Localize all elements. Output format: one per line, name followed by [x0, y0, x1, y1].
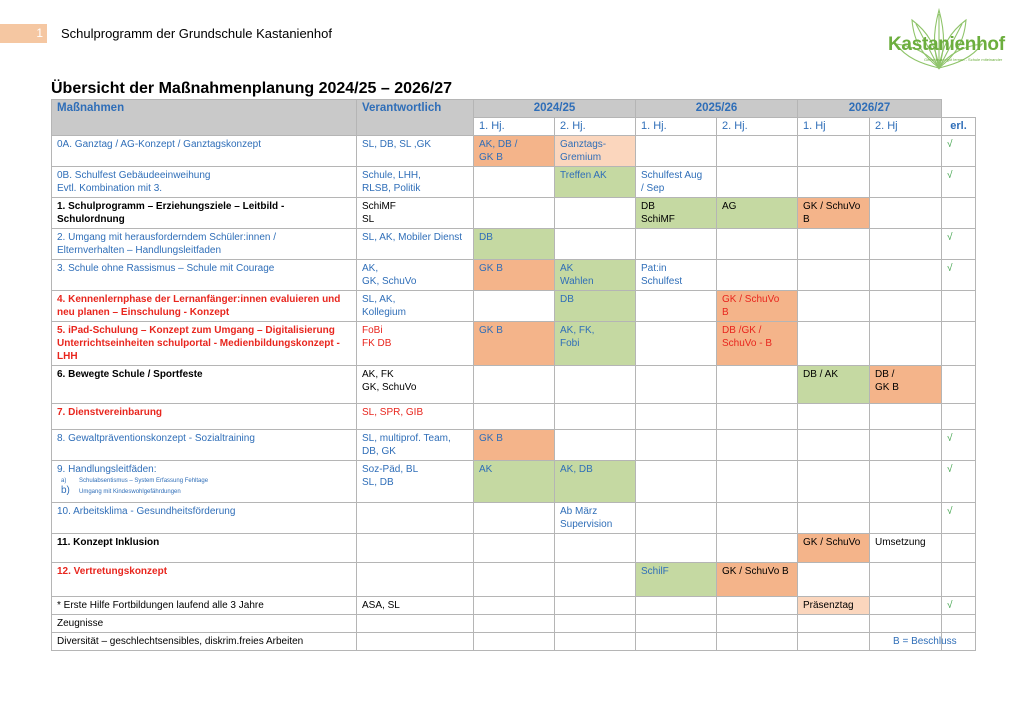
table-row — [52, 534, 976, 563]
measure-cell — [52, 136, 357, 167]
plan-cell: AK, DB / GK B — [474, 136, 555, 167]
plan-cell — [474, 291, 555, 322]
plan-cell — [636, 430, 717, 461]
measure-text: 2. Umgang mit herausforderndem Schüler:innen / Elternverhalten – Handlungsleitfaden — [57, 232, 277, 256]
plan-cell: Schulfest Aug / Sep — [636, 167, 717, 198]
plan-cell — [555, 366, 636, 404]
plan-cell: Pat:in Schulfest — [636, 260, 717, 291]
plan-cell: AK, FK, Fobi — [555, 322, 636, 366]
plan-cell — [636, 229, 717, 260]
table-row — [52, 229, 976, 260]
plan-cell — [870, 291, 942, 322]
plan-cell: SchilF — [636, 563, 717, 597]
table-row — [52, 260, 976, 291]
done-check: √ — [942, 136, 976, 167]
sub-item — [57, 476, 351, 486]
responsible-cell — [357, 615, 474, 633]
measure-cell — [52, 633, 357, 651]
plan-cell — [870, 260, 942, 291]
half-header: 2. Hj — [870, 118, 942, 136]
half-header: 2. Hj. — [555, 118, 636, 136]
plan-cell — [555, 633, 636, 651]
plan-cell: AK — [474, 461, 555, 503]
plan-cell — [798, 633, 870, 651]
plan-cell — [798, 322, 870, 366]
measure-text: 7. Dienstvereinbarung — [57, 407, 163, 418]
responsible-cell: AK, FK GK, SchuVo — [357, 366, 474, 404]
plan-cell — [870, 563, 942, 597]
plan-cell: Umsetzung — [870, 534, 942, 563]
done-check — [942, 615, 976, 633]
col-header-verantwortlich: Verantwortlich — [357, 100, 474, 136]
plan-cell — [717, 136, 798, 167]
plan-cell: DB — [555, 291, 636, 322]
plan-cell — [870, 503, 942, 534]
table-row — [52, 615, 976, 633]
plan-cell: DB / GK B — [870, 366, 942, 404]
measure-text: 0B. Schulfest Gebäudeeinweihung Evtl. Kombination mit 3. — [57, 170, 211, 194]
measure-cell — [52, 260, 357, 291]
plan-cell — [555, 597, 636, 615]
plan-cell — [636, 597, 717, 615]
col-header-massnahmen: Maßnahmen — [52, 100, 357, 136]
plan-cell — [636, 633, 717, 651]
plan-cell: DB — [474, 229, 555, 260]
responsible-cell: SL, multiprof. Team, DB, GK — [357, 430, 474, 461]
plan-cell — [474, 167, 555, 198]
table-row — [52, 597, 976, 615]
measure-cell — [52, 198, 357, 229]
half-header: 1. Hj. — [474, 118, 555, 136]
plan-cell — [798, 136, 870, 167]
done-check — [942, 366, 976, 404]
measure-text: Zeugnisse — [57, 618, 104, 629]
done-check — [942, 404, 976, 430]
table-row — [52, 461, 976, 503]
plan-cell — [870, 615, 942, 633]
measure-cell — [52, 167, 357, 198]
plan-cell — [798, 563, 870, 597]
plan-cell — [798, 167, 870, 198]
measure-cell — [52, 229, 357, 260]
measure-text: 6. Bewegte Schule / Sportfeste — [57, 369, 203, 380]
plan-cell — [798, 291, 870, 322]
plan-cell: DB SchiMF — [636, 198, 717, 229]
plan-cell — [798, 615, 870, 633]
done-check — [942, 322, 976, 366]
plan-cell: Ganztags- Gremium — [555, 136, 636, 167]
plan-cell — [870, 404, 942, 430]
plan-cell — [798, 404, 870, 430]
sub-item-text: Schulabsentismus – System Erfassung Fehltage — [79, 478, 209, 484]
plan-cell — [555, 615, 636, 633]
plan-cell: DB / AK — [798, 366, 870, 404]
plan-cell — [717, 597, 798, 615]
plan-cell — [555, 563, 636, 597]
table-row — [52, 167, 976, 198]
plan-cell — [555, 430, 636, 461]
table-row — [52, 633, 976, 651]
plan-cell — [717, 534, 798, 563]
measure-cell — [52, 322, 357, 366]
responsible-cell: SL, AK, Mobiler Dienst — [357, 229, 474, 260]
measure-cell — [52, 366, 357, 404]
measure-cell — [52, 534, 357, 563]
plan-cell — [636, 291, 717, 322]
plan-cell — [717, 633, 798, 651]
measure-cell — [52, 461, 357, 503]
table-row — [52, 563, 976, 597]
responsible-cell: Schule, LHH, RLSB, Politik — [357, 167, 474, 198]
plan-cell — [798, 229, 870, 260]
responsible-cell — [357, 503, 474, 534]
half-header: 2. Hj. — [717, 118, 798, 136]
plan-cell — [555, 229, 636, 260]
done-check: √ — [942, 597, 976, 615]
sub-item-marker: a) — [61, 478, 67, 484]
plan-cell — [870, 461, 942, 503]
plan-cell — [717, 366, 798, 404]
table-row — [52, 404, 976, 430]
plan-cell: GK B — [474, 430, 555, 461]
plan-cell — [798, 461, 870, 503]
header-blank — [942, 100, 976, 118]
done-check: √ — [942, 167, 976, 198]
plan-cell — [717, 615, 798, 633]
responsible-cell: FoBi FK DB — [357, 322, 474, 366]
measure-cell — [52, 404, 357, 430]
header-title: Schulprogramm der Grundschule Kastanienhof — [61, 26, 332, 41]
plan-cell: GK / SchuVo B — [717, 291, 798, 322]
plan-cell: AK Wahlen — [555, 260, 636, 291]
plan-cell — [474, 563, 555, 597]
responsible-cell: ASA, SL — [357, 597, 474, 615]
logo-tagline: Gemeinsam gut lernen - Schule miteinander — [924, 57, 1003, 62]
plan-cell — [555, 198, 636, 229]
measure-text: 10. Arbeitsklima - Gesundheitsförderung — [57, 506, 236, 517]
plan-cell — [474, 366, 555, 404]
plan-cell — [870, 430, 942, 461]
done-check: √ — [942, 260, 976, 291]
done-check — [942, 291, 976, 322]
responsible-cell: SchiMF SL — [357, 198, 474, 229]
table-row — [52, 430, 976, 461]
plan-cell — [636, 366, 717, 404]
plan-cell — [636, 534, 717, 563]
plan-cell — [636, 503, 717, 534]
responsible-cell — [357, 534, 474, 563]
done-check: √ — [942, 430, 976, 461]
plan-cell: Präsenztag — [798, 597, 870, 615]
plan-cell — [870, 136, 942, 167]
plan-cell — [555, 534, 636, 563]
responsible-cell: SL, DB, SL ,GK — [357, 136, 474, 167]
table-row — [52, 291, 976, 322]
sub-item — [57, 486, 351, 497]
responsible-cell: SL, SPR, GIB — [357, 404, 474, 430]
plan-cell — [474, 534, 555, 563]
table-row — [52, 503, 976, 534]
plan-cell — [717, 260, 798, 291]
done-check — [942, 534, 976, 563]
page-number: 1 — [0, 24, 47, 43]
document-title: Übersicht der Maßnahmenplanung 2024/25 – 2026/27 — [51, 80, 453, 97]
plan-cell: AK, DB — [555, 461, 636, 503]
sub-item-marker: b) — [61, 485, 70, 496]
done-check: √ — [942, 229, 976, 260]
plan-cell — [717, 430, 798, 461]
plan-cell — [798, 430, 870, 461]
plan-cell — [870, 167, 942, 198]
measure-cell — [52, 503, 357, 534]
plan-cell — [474, 615, 555, 633]
measure-text: 9. Handlungsleitfäden: — [57, 464, 157, 475]
measure-text: 1. Schulprogramm – Erziehungsziele – Leitbild - Schulordnung — [57, 201, 285, 225]
plan-cell — [870, 597, 942, 615]
table-row — [52, 322, 976, 366]
measure-text: 0A. Ganztag / AG-Konzept / Ganztagskonzept — [57, 139, 262, 150]
done-check: √ — [942, 461, 976, 503]
plan-cell — [636, 322, 717, 366]
responsible-cell: Soz-Päd, BL SL, DB — [357, 461, 474, 503]
plan-cell: GK B — [474, 322, 555, 366]
year-header-2026-27: 2026/27 — [798, 100, 942, 118]
measures-table — [51, 99, 976, 651]
plan-cell: GK / SchuVo B — [798, 198, 870, 229]
plan-cell — [870, 229, 942, 260]
measure-text: 5. iPad-Schulung – Konzept zum Umgang – Digitalisierung Unterrichtseinheiten schulportal - Medienbildungskonzept - LHH — [57, 325, 340, 362]
responsible-cell — [357, 563, 474, 597]
measure-text: 11. Konzept Inklusion — [57, 537, 160, 548]
plan-cell: DB /GK / SchuVo - B — [717, 322, 798, 366]
plan-cell — [798, 503, 870, 534]
plan-cell — [555, 404, 636, 430]
plan-cell — [870, 322, 942, 366]
plan-cell: Ab März Supervision — [555, 503, 636, 534]
logo-wordmark: Kastanienhof — [888, 34, 1005, 55]
measure-cell — [52, 430, 357, 461]
plan-cell — [474, 597, 555, 615]
responsible-cell: SL, AK, Kollegium — [357, 291, 474, 322]
measure-text: 12. Vertretungskonzept — [57, 566, 168, 577]
plan-cell — [474, 503, 555, 534]
table-row — [52, 198, 976, 229]
plan-cell — [717, 461, 798, 503]
plan-cell: GK / SchuVo — [798, 534, 870, 563]
done-check — [942, 563, 976, 597]
measure-text: 3. Schule ohne Rassismus – Schule mit Courage — [57, 263, 275, 274]
plan-cell: Treffen AK — [555, 167, 636, 198]
plan-cell — [474, 198, 555, 229]
responsible-cell: AK, GK, SchuVo — [357, 260, 474, 291]
plan-cell: GK B — [474, 260, 555, 291]
plan-cell — [717, 229, 798, 260]
sub-item-text: Umgang mit Kindeswohlgefährdungen — [79, 489, 181, 495]
table-row — [52, 136, 976, 167]
plan-cell — [636, 461, 717, 503]
plan-cell — [717, 167, 798, 198]
plan-cell — [798, 260, 870, 291]
measure-cell — [52, 291, 357, 322]
plan-cell — [717, 503, 798, 534]
plan-cell — [636, 404, 717, 430]
year-header-2024-25: 2024/25 — [474, 100, 636, 118]
half-header: 1. Hj — [798, 118, 870, 136]
measure-text: 8. Gewaltpräventionskonzept - Sozialtraining — [57, 433, 255, 444]
done-check — [942, 198, 976, 229]
plan-cell — [474, 633, 555, 651]
half-header: 1. Hj. — [636, 118, 717, 136]
footnote-beschluss: B = Beschluss — [893, 636, 957, 647]
plan-cell — [717, 404, 798, 430]
plan-cell — [474, 404, 555, 430]
col-header-erl: erl. — [942, 118, 976, 136]
plan-cell: AG — [717, 198, 798, 229]
measure-cell — [52, 597, 357, 615]
measure-cell — [52, 615, 357, 633]
plan-cell — [870, 198, 942, 229]
measure-text: * Erste Hilfe Fortbildungen laufend alle 3 Jahre — [57, 600, 264, 611]
plan-cell: GK / SchuVo B — [717, 563, 798, 597]
table-row — [52, 366, 976, 404]
plan-cell — [636, 136, 717, 167]
responsible-cell — [357, 633, 474, 651]
measure-text: 4. Kennenlernphase der Lernanfänger:innen evaluieren und neu planen – Einschulung - Konzept — [57, 294, 341, 318]
done-check: √ — [942, 503, 976, 534]
plan-cell — [636, 615, 717, 633]
year-header-2025-26: 2025/26 — [636, 100, 798, 118]
measure-cell — [52, 563, 357, 597]
measure-text: Diversität – geschlechtsensibles, diskrim.freies Arbeiten — [57, 636, 304, 647]
